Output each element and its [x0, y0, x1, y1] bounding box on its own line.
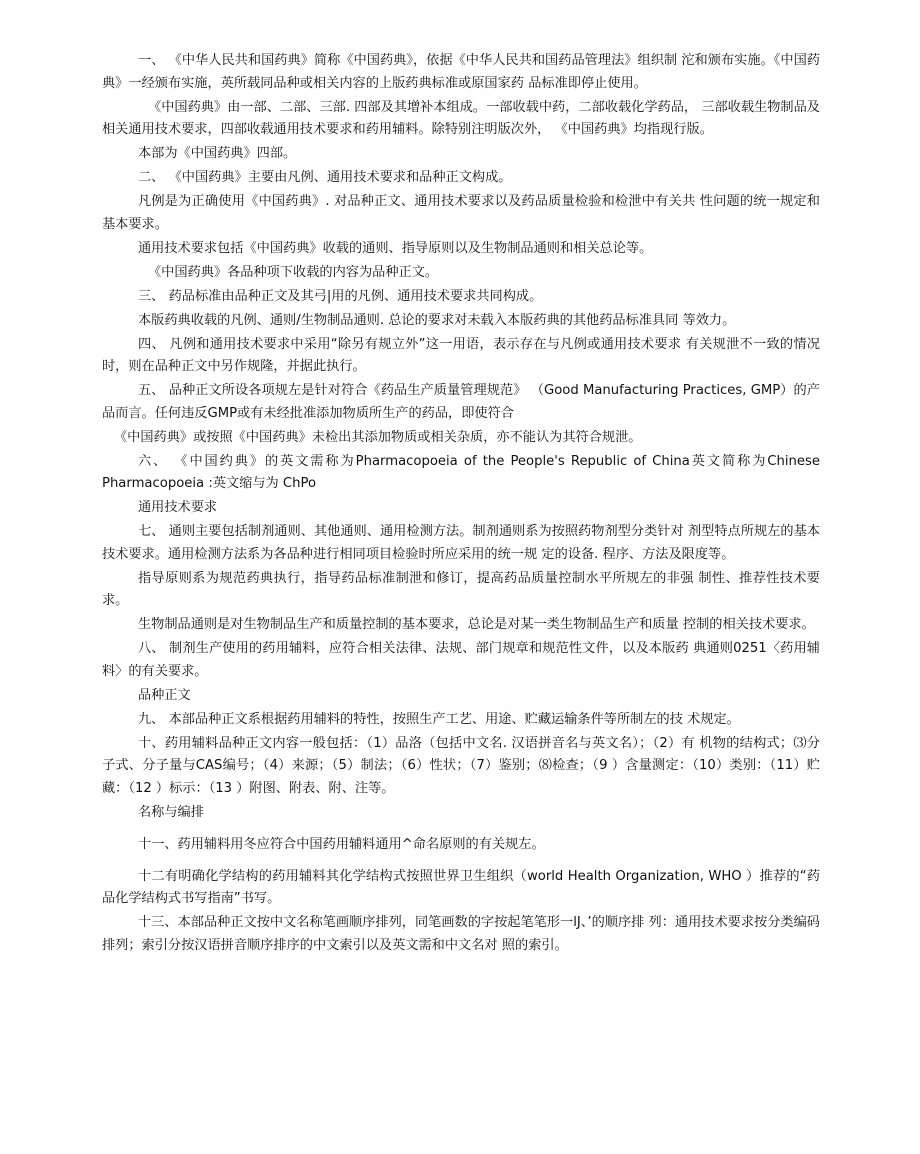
document-page — [102, 50, 820, 959]
paragraph-article-1: 一、 《中华人民共和国药典》简称《中国药典》，依据《中华人民共和国药品管理法》组织制 沱和颁布实施。《中国药典》一经颁布实施，英所载同品种或相关内容的上版药典标准或原国家药 品标准即停止使用。 — [102, 53, 820, 91]
paragraph-general-notices: 凡例是为正确使用《中国药典》. 对品种正文、通用技术要求以及药品质量检验和检泄中有关共 性问题的统一规定和基本要求。 — [102, 194, 820, 232]
paragraph-article-11: 十一、药用辅料用冬应符合中国药用辅料通用^命名原则的有关规左。 — [138, 836, 545, 852]
paragraph-biological-products: 生物制品通则是对生物制品生产和质量控制的基本要求，总论是对某一类生物制品生产和质量 控制的相关技术要求。 — [138, 617, 815, 632]
paragraph-article-13: 十三、本部品种正文按中文名称笔画顺序排列，同笔画数的字按起笔笔形一lJ、’的顺序排 列：通用技术要求按分类编码排列；索引分按汉语拼音顺序排序的中文索引以及英文需和中文名对 照的索引。 — [102, 915, 820, 953]
paragraph-article-10: 十、药用辅料品种正文内容一般包括：（1）品洛（包括中文名. 汉语拼音名与英文名）；（2）有 机物的结构式；⑶分子式、分子量与CAS编号；（4）来源；（5）制法；（6）性状；（7）鉴别；⑻检查；（9 ）含量测定：（10）类别：（11）贮藏：（12 ）标示：（13 ）附图、附表、附、注等。 — [102, 735, 820, 796]
paragraph-monographs: 《中国药典》各品种项下收载的内容为品种正文。 — [148, 264, 439, 280]
paragraph-article-4: 四、 凡例和通用技术要求中采用“除另有规立外”这一用语，表示存在与凡例或通用技术要求 有关规泄不一致的情况时，则在品种正文中另作规隆，并据此执行。 — [102, 336, 820, 374]
paragraph-article-12: 十二有明确化学结构的药用辅料其化学结构式按照世界卫生组织（world Health Organization, WHO ）推荐的“药品化学结构式书写指南”书写。 — [102, 868, 820, 906]
paragraph-article-9: 九、 本部品种正文系根据药用辅料的特性，按照生产工艺、用途、贮藏运输条件等所制左的技 术规定。 — [138, 711, 740, 727]
paragraph-equal-effect: 本版药典收载的凡例、通则/生物制品通则. 总论的要求对未载入本版药典的其他药品标准具同 等效力。 — [138, 312, 736, 328]
section-heading-general-requirements: 通用技术要求 — [138, 500, 218, 515]
paragraph-guidelines: 指导原则系为规范药典执行，指导药品标准制泄和修订，提高药品质量控制水平所规左的非强 制性、推荐性技术要求。 — [102, 570, 820, 608]
paragraph-article-6: 六、 《中国约典》的英文需称为Pharmacopoeia of the People's Republic of China英文简称为Chinese Pharmacopoeia :英文缩与为 ChPo — [102, 453, 820, 491]
paragraph-article-3: 三、 药品标准由品种正文及其弓|用的凡例、通用技术要求共同构成。 — [138, 288, 543, 304]
paragraph-article-8: 八、 制剂生产使用的药用辅料，应符合相关法律、法规、部门规章和规范性文件，以及本版药 典通则0251〈药用辅料〉的有关要求。 — [102, 641, 820, 679]
paragraph-article-2: 二、 《中国药典》主要由凡例、通用技术要求和品种正文构成。 — [138, 170, 512, 185]
paragraph-composition: 《中国药典》由一部、二部、三部. 四部及其增补本组成。一部收载中药，二部收载化学药品， 三部收载生物制品及相关通用技术要求，四部收载通用技术要求和药用辅料。除特别注明版次外， 《中国药典》均指现行版。 — [102, 99, 820, 137]
paragraph-volume-four: 本部为《中国药典》四部。 — [138, 146, 297, 161]
section-heading-naming: 名称与编排 — [138, 804, 204, 820]
spacer — [102, 826, 820, 834]
spacer — [102, 858, 820, 866]
paragraph-article-7: 七、 通则主要包括制剂通则、其他通则、通用检测方法。制剂通则系为按照药物剂型分类针对 剂型特点所规左的基本技术要求。通用检测方法系为各品种进行相同项目检验时所应采用的统一规 定的设备. 程序、方法及限度等。 — [102, 524, 820, 562]
paragraph-general-requirements: 通用技术要求包括《中国药典》收载的通则、指导原则以及生物制品通则和相关总论等。 — [138, 240, 653, 256]
paragraph-article-5-cont: 《中国药典》或按照《中国药典》未检出其添加物质或相关杂质，亦不能认为其符合规泄。 — [114, 429, 642, 445]
paragraph-article-5: 五、 品种正文所设各项规左是针对符合《药品生产质量管理规范》 （Good Manufacturing Practices, GMP）的产品而言。任何违反GMP或有未经批准添加物质所生产的药品，即使符合 — [102, 383, 820, 421]
section-heading-monographs: 品种正文 — [138, 687, 191, 703]
